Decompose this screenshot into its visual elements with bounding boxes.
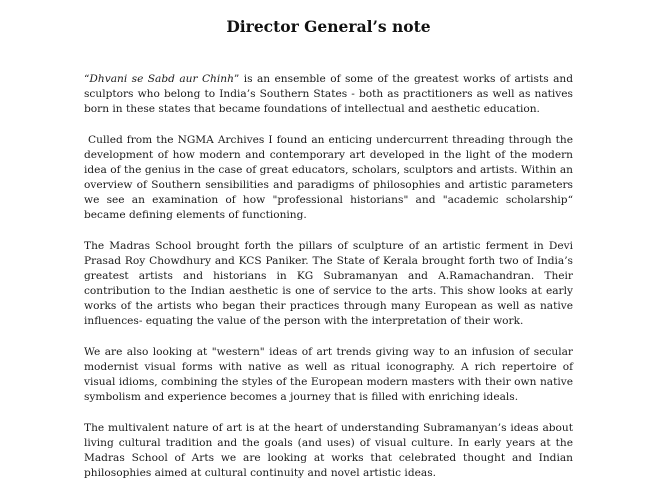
paragraph-ngma-archives: [84, 133, 584, 223]
text-segment: Culled from the NGMA Archives I found an enticing undercurrent threading through the development of how modern and contemporary art developed in the light of the modern idea of the genius in the case of great educators, scholars, sculptors and artists. Within an overview of Southern sensibilities and paradigms of philosophies and artistic parameters we see an examination of how "professional historians" and "academic scholarship“ became defining elements of functioning.: [84, 134, 584, 221]
artwork-title-italic: Dhvani se Sabd aur Chinh: [89, 73, 234, 85]
text-segment: We are also looking at "western" ideas of art trends giving way to an infusion of secular modernist visual forms with native as well as ritual iconography. A rich repertoire of visual idioms, combining the styles of the European modern masters with their own native symbolism and experience becomes a journey that is filled with enriching ideals.: [84, 346, 573, 403]
paragraph-madras-school: [84, 239, 573, 329]
text-segment: The multivalent nature of art is at the heart of understanding Subramanyan’s ideas about living cultural tradition and the goals (and uses) of visual culture. In early years at the Madras School of Arts we are looking at works that celebrated thought and Indian philosophies aimed at cultural continuity and novel artistic ideas.: [84, 422, 573, 479]
paragraph-intro: [84, 72, 573, 117]
paragraph-western-ideas: [84, 345, 573, 405]
text-segment: “: [84, 73, 90, 85]
text-segment: The Madras School brought forth the pillars of sculpture of an artistic ferment in Devi Prasad Roy Chowdhury and KCS Paniker. The State of Kerala brought forth two of India’s greatest artists and historians in KG Subramanyan and A.Ramachandran. Their contribution to the Indian aesthetic is one of service to the arts. This show looks at early works of the artists who began their practices through many European as well as native influences- equating the value of the person with the interpretation of their work.: [84, 240, 573, 327]
text-segment: ” is an ensemble of some of the greatest works of artists and sculptors who belong to India’s Southern States - both as practitioners as well as natives born in these states that became foundations of intellectual and aesthetic education.: [84, 73, 573, 115]
paragraph-multivalent-nature: [84, 421, 573, 481]
document-title: Director General’s note: [226, 17, 431, 36]
